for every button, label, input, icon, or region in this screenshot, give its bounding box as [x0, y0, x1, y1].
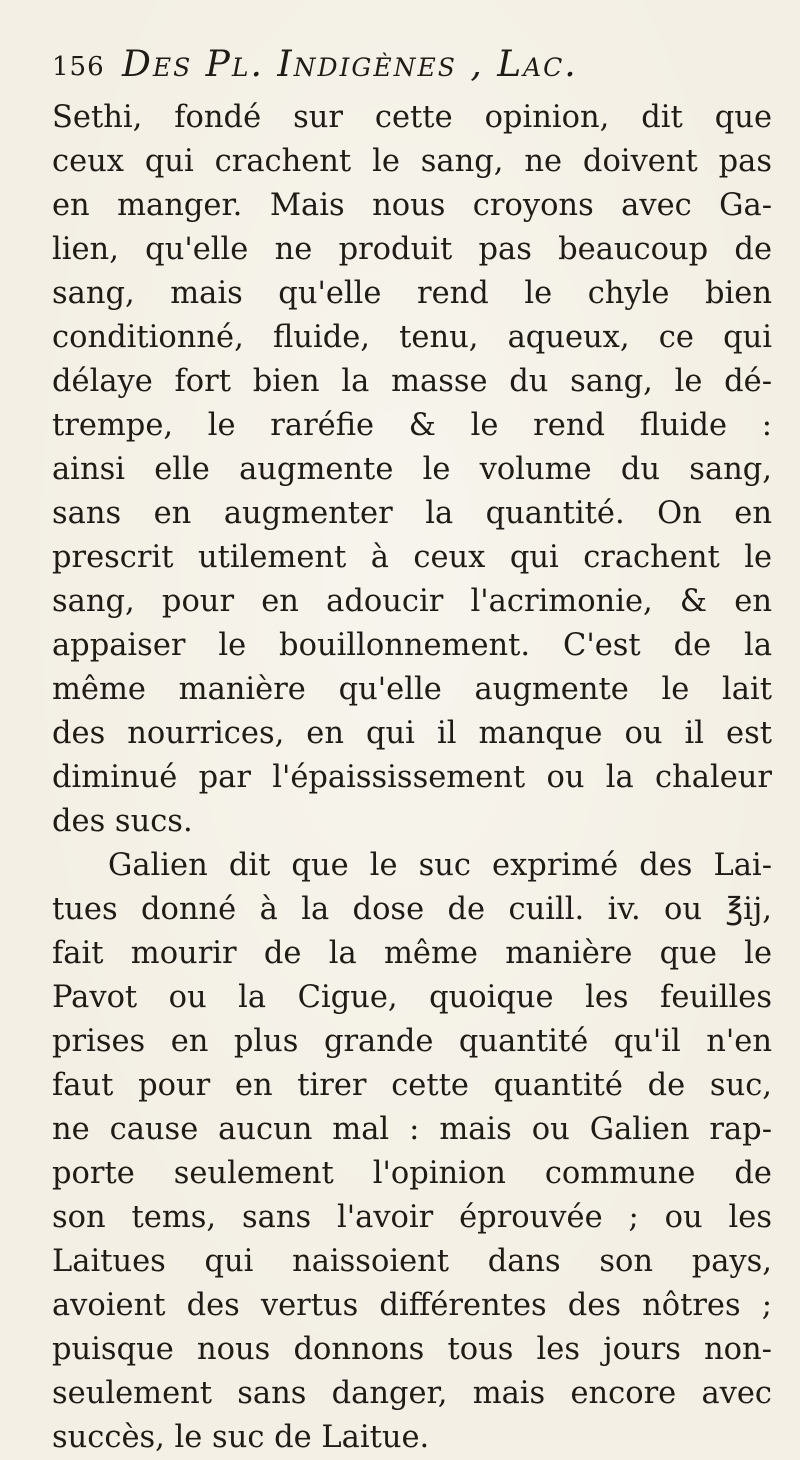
text-line: des nourrices, en qui il manque ou il est: [52, 716, 772, 751]
text-line: Laitues qui naissoient dans son pays,: [52, 1244, 772, 1279]
running-head: Des Pl. Indigènes , Lac.: [122, 44, 578, 85]
text-line: seulement sans danger, mais encore avec: [52, 1376, 772, 1411]
text-line: ainsi elle augmente le volume du sang,: [52, 452, 772, 487]
text-line: ceux qui crachent le sang, ne doivent pas: [52, 144, 772, 179]
text-line: délaye fort bien la masse du sang, le dé-: [52, 364, 772, 399]
text-line: Galien dit que le suc exprimé des Lai-: [108, 848, 772, 883]
text-line: sang, pour en adoucir l'acrimonie, & en: [52, 584, 772, 619]
text-line: son tems, sans l'avoir éprouvée ; ou les: [52, 1200, 772, 1235]
text-line: Sethi, fondé sur cette opinion, dit que: [52, 100, 772, 135]
text-line: appaiser le bouillonnement. C'est de la: [52, 628, 772, 663]
text-line: en manger. Mais nous croyons avec Ga-: [52, 188, 772, 223]
text-line: porte seulement l'opinion commune de: [52, 1156, 772, 1191]
text-line: trempe, le raréfie & le rend fluide :: [52, 408, 772, 443]
text-line: même manière qu'elle augmente le lait: [52, 672, 772, 707]
text-line: des sucs.: [52, 804, 193, 839]
text-line: faut pour en tirer cette quantité de suc,: [52, 1068, 772, 1103]
text-line: prises en plus grande quantité qu'il n'en: [52, 1024, 772, 1059]
text-line: ne cause aucun mal : mais ou Galien rap-: [52, 1112, 772, 1147]
text-line: sans en augmenter la quantité. On en: [52, 496, 772, 531]
text-line: conditionné, fluide, tenu, aqueux, ce qui: [52, 320, 772, 355]
text-line: lien, qu'elle ne produit pas beaucoup de: [52, 232, 772, 267]
text-line: diminué par l'épaississement ou la chaleur: [52, 760, 772, 795]
body-text: [52, 96, 772, 1460]
text-line: fait mourir de la même manière que le: [52, 936, 772, 971]
page-header: [52, 44, 772, 94]
text-line: avoient des vertus différentes des nôtres ;: [52, 1288, 772, 1323]
text-line: sang, mais qu'elle rend le chyle bien: [52, 276, 772, 311]
page-number: 156: [52, 52, 105, 82]
text-line: Pavot ou la Cigue, quoique les feuilles: [52, 980, 772, 1015]
text-line: prescrit utilement à ceux qui crachent le: [52, 540, 772, 575]
text-line: succès, le suc de Laitue.: [52, 1420, 430, 1455]
text-line: tues donné à la dose de cuill. iv. ou ℥ij,: [52, 892, 772, 927]
text-line: puisque nous donnons tous les jours non-: [52, 1332, 772, 1367]
